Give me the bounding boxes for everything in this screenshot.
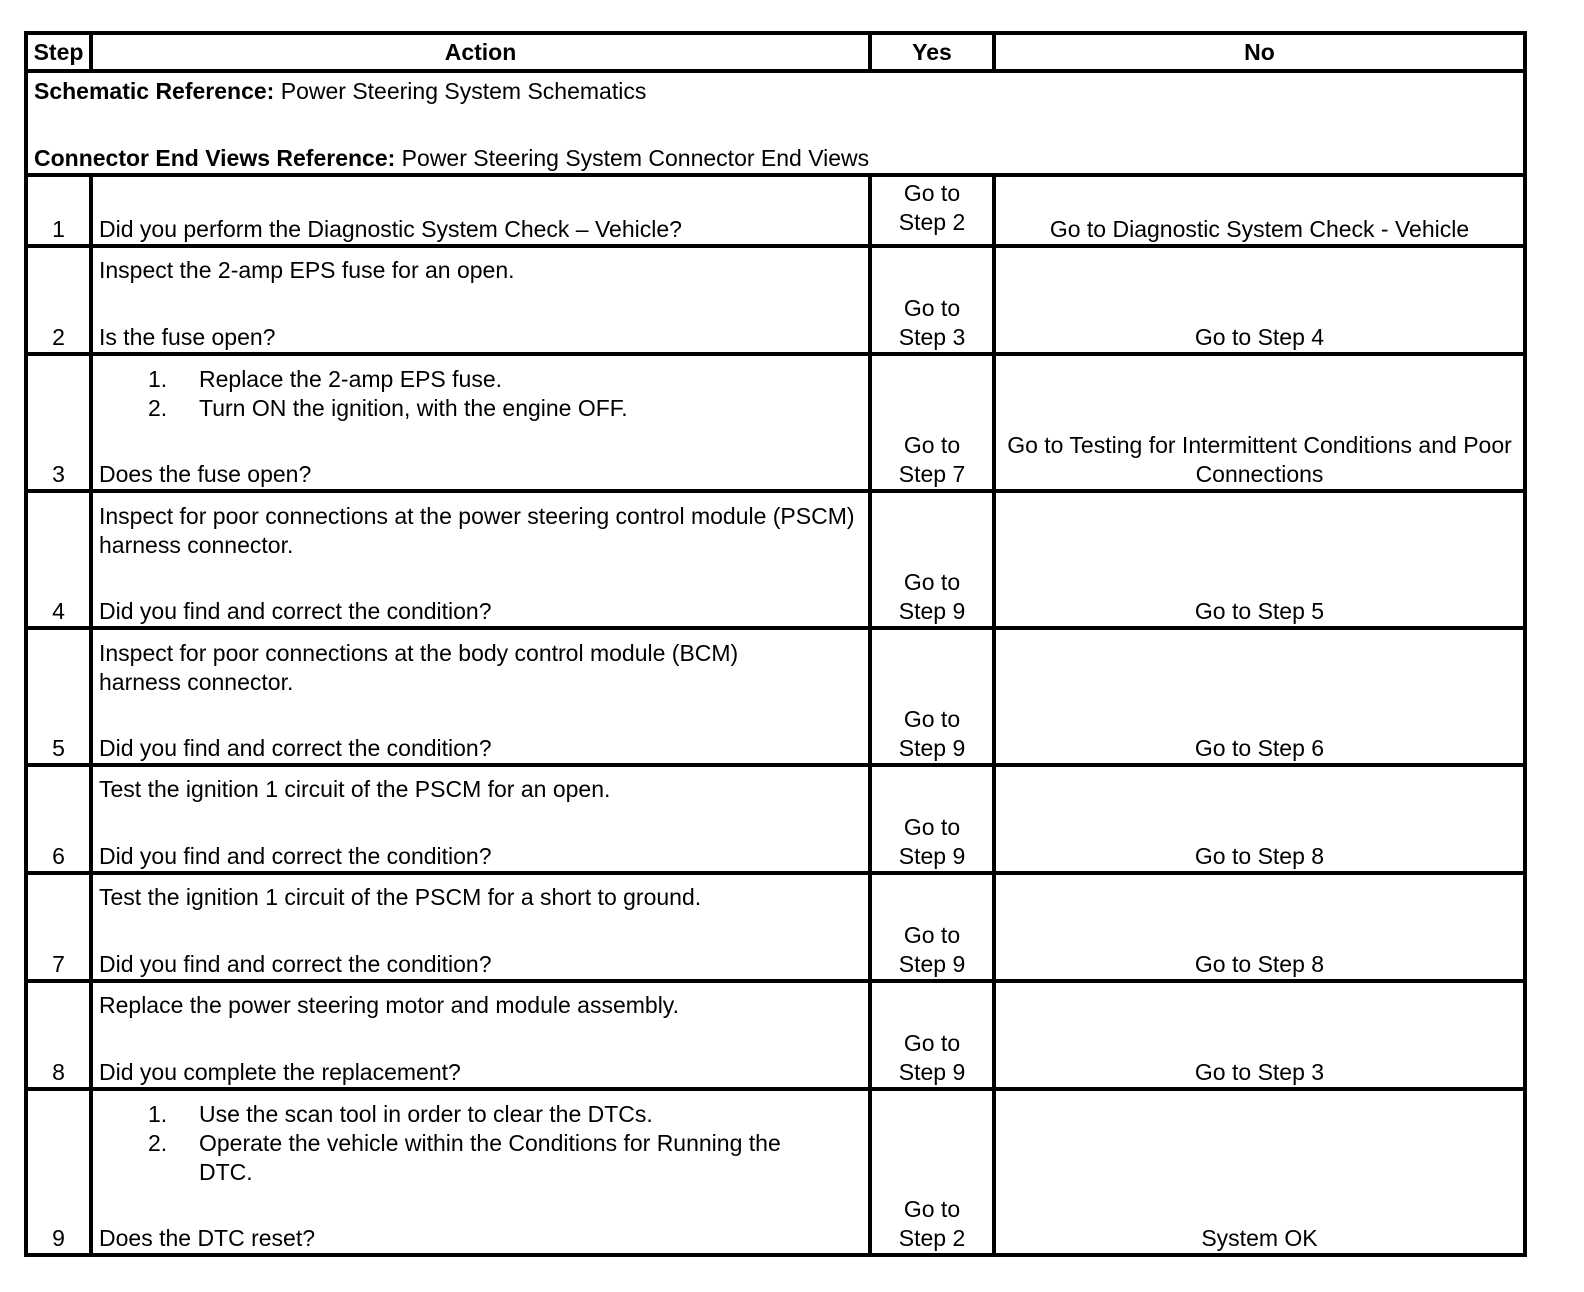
step-number: 1 <box>26 175 91 246</box>
yes-goto: Go to <box>903 922 961 948</box>
action-text: Inspect for poor connections at the power steering control module (PSCM) harness connector. <box>99 503 855 558</box>
action-question: Did you complete the replacement? <box>99 1059 461 1085</box>
step-number: 6 <box>26 765 91 873</box>
action-question: Did you find and correct the condition? <box>99 735 492 761</box>
action-question: Did you find and correct the condition? <box>99 951 492 977</box>
reference-cell <box>26 71 1525 175</box>
yes-goto: Go to <box>903 295 961 321</box>
step-number: 8 <box>26 981 91 1089</box>
step-number: 7 <box>26 873 91 981</box>
no-cell[interactable]: Go to Step 4 <box>994 246 1525 354</box>
no-cell[interactable]: Go to Diagnostic System Check - Vehicle <box>994 175 1525 246</box>
yes-cell[interactable] <box>870 1089 994 1255</box>
yes-step: Step 9 <box>898 1059 966 1085</box>
step-number: 3 <box>26 354 91 491</box>
no-cell[interactable]: Go to Step 3 <box>994 981 1525 1089</box>
table-row <box>26 246 1525 354</box>
table-row <box>26 354 1525 491</box>
action-question: Did you find and correct the condition? <box>99 843 492 869</box>
substep-list <box>99 1100 862 1187</box>
yes-goto: Go to <box>903 1030 961 1056</box>
schematic-reference-link[interactable]: Power Steering System Schematics <box>274 78 647 104</box>
table-row <box>26 1089 1525 1255</box>
action-cell <box>91 873 870 981</box>
no-cell[interactable]: Go to Testing for Intermittent Conditions and Poor Connections <box>994 354 1525 491</box>
table-row <box>26 491 1525 628</box>
header-row <box>26 33 1525 71</box>
table-row <box>26 765 1525 873</box>
no-cell[interactable]: Go to Step 5 <box>994 491 1525 628</box>
substep-item: 2. Turn ON the ignition, with the engine OFF. <box>148 395 628 421</box>
action-cell <box>91 354 870 491</box>
schematic-reference <box>34 77 1517 106</box>
no-cell[interactable]: Go to Step 8 <box>994 873 1525 981</box>
substep-item: 1. Use the scan tool in order to clear the DTCs. <box>148 1101 653 1127</box>
substep-item: 1. Replace the 2-amp EPS fuse. <box>148 366 502 392</box>
yes-step: Step 2 <box>898 1225 966 1251</box>
yes-cell[interactable] <box>870 246 994 354</box>
yes-cell[interactable] <box>870 175 994 246</box>
substep-list <box>99 365 862 423</box>
table-row <box>26 628 1525 765</box>
action-cell <box>91 491 870 628</box>
step-number: 4 <box>26 491 91 628</box>
yes-goto: Go to <box>903 432 961 458</box>
reference-row <box>26 71 1525 175</box>
action-cell <box>91 765 870 873</box>
yes-goto: Go to <box>903 706 961 732</box>
header-no: No <box>994 33 1525 71</box>
diagnostic-table <box>24 31 1527 1257</box>
table-row <box>26 175 1525 246</box>
yes-step: Step 9 <box>898 951 966 977</box>
yes-step: Step 9 <box>898 598 966 624</box>
yes-cell[interactable] <box>870 873 994 981</box>
yes-cell[interactable] <box>870 765 994 873</box>
yes-step: Step 3 <box>898 324 966 350</box>
yes-cell[interactable] <box>870 628 994 765</box>
yes-cell[interactable] <box>870 491 994 628</box>
yes-cell[interactable] <box>870 981 994 1089</box>
connector-reference-link[interactable]: Power Steering System Connector End Views <box>395 145 870 171</box>
no-cell[interactable]: Go to Step 8 <box>994 765 1525 873</box>
action-text: Inspect for poor connections at the body control module (BCM) harness connector. <box>99 640 739 695</box>
action-text: Inspect the 2-amp EPS fuse for an open. <box>99 257 515 283</box>
yes-step: Step 2 <box>898 209 966 235</box>
yes-step: Step 9 <box>898 843 966 869</box>
action-question: Does the DTC reset? <box>99 1225 316 1251</box>
yes-cell[interactable] <box>870 354 994 491</box>
action-cell <box>91 246 870 354</box>
yes-goto: Go to <box>903 569 961 595</box>
table-row <box>26 981 1525 1089</box>
step-number: 9 <box>26 1089 91 1255</box>
no-cell[interactable]: System OK <box>994 1089 1525 1255</box>
substep-item: 2. Operate the vehicle within the Conditions for Running the DTC. <box>148 1130 781 1185</box>
action-text: Test the ignition 1 circuit of the PSCM for a short to ground. <box>99 884 702 910</box>
header-action: Action <box>91 33 870 71</box>
action-question: Is the fuse open? <box>99 324 276 350</box>
action-cell <box>91 1089 870 1255</box>
yes-step: Step 7 <box>898 461 966 487</box>
yes-goto: Go to <box>903 1196 961 1222</box>
no-cell[interactable]: Go to Step 6 <box>994 628 1525 765</box>
action-cell <box>91 175 870 246</box>
action-cell <box>91 628 870 765</box>
connector-reference <box>34 144 1517 173</box>
yes-step: Step 9 <box>898 735 966 761</box>
step-number: 2 <box>26 246 91 354</box>
header-step: Step <box>26 33 91 71</box>
yes-goto: Go to <box>903 180 961 206</box>
action-question: Does the fuse open? <box>99 461 312 487</box>
yes-goto: Go to <box>903 814 961 840</box>
action-text: Test the ignition 1 circuit of the PSCM for an open. <box>99 776 611 802</box>
action-question: Did you find and correct the condition? <box>99 598 492 624</box>
table-row <box>26 873 1525 981</box>
action-text: Did you perform the Diagnostic System Check – Vehicle? <box>99 216 682 242</box>
connector-reference-label: Connector End Views Reference: <box>34 145 396 171</box>
header-yes: Yes <box>870 33 994 71</box>
action-text: Replace the power steering motor and module assembly. <box>99 992 679 1018</box>
schematic-reference-label: Schematic Reference: <box>34 78 275 104</box>
action-cell <box>91 981 870 1089</box>
step-number: 5 <box>26 628 91 765</box>
